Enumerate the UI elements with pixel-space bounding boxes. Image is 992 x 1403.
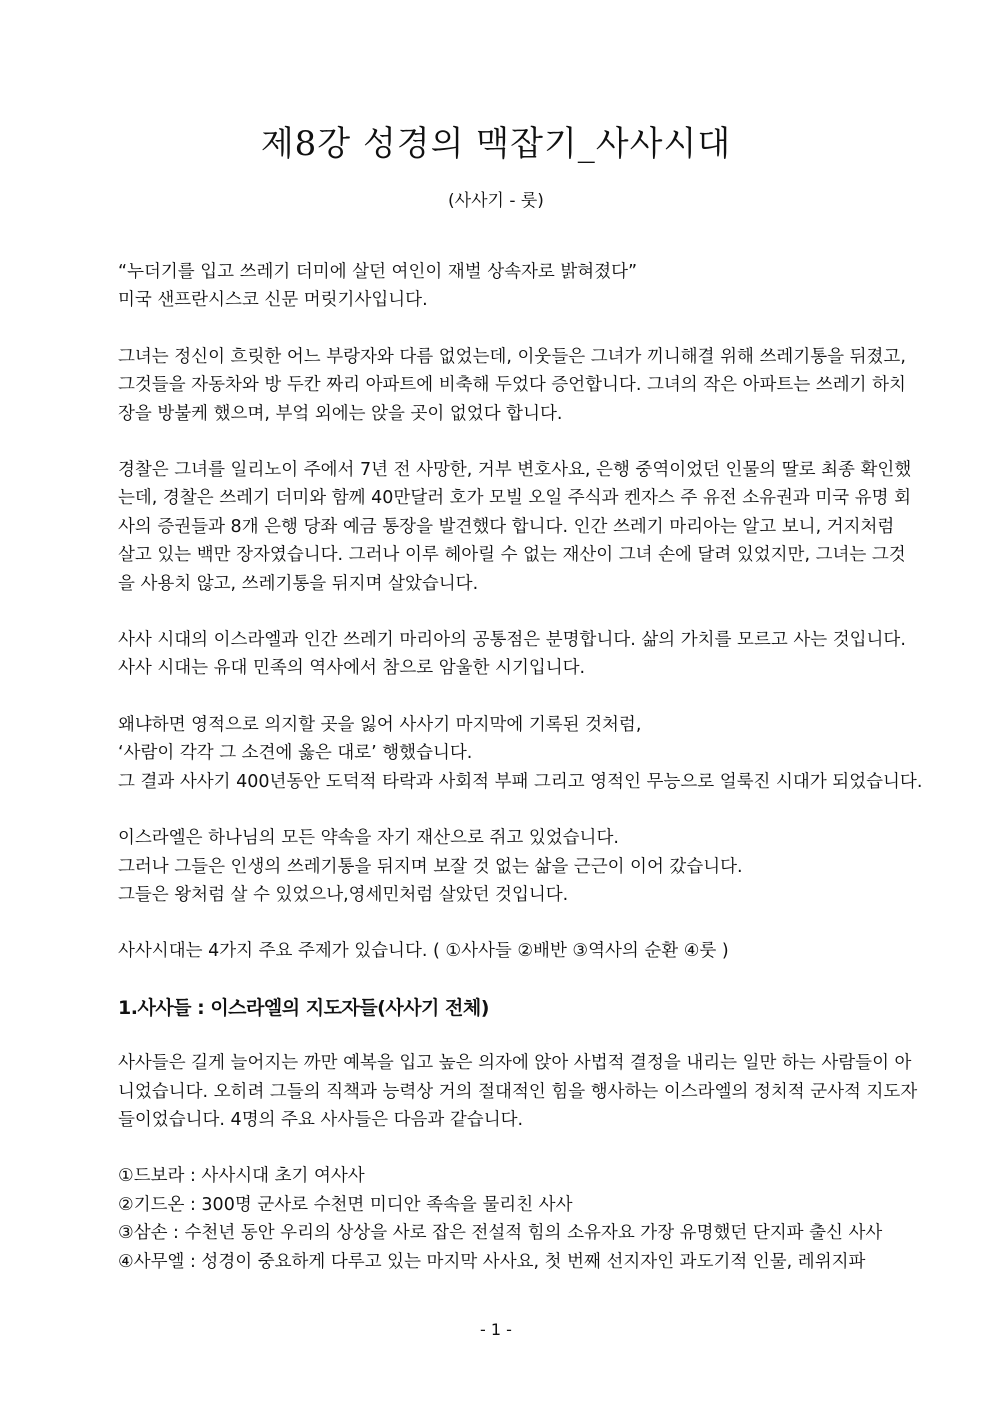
paragraph-line: 그녀는 정신이 흐릿한 어느 부랑자와 다름 없었는데, 이웃들은 그녀가 끼니해결 위해 쓰레기통을 뒤졌고, <box>118 346 906 367</box>
paragraph-reason <box>118 711 923 796</box>
document-title: 제8강 성경의 맥잡기_사사시대 <box>260 124 732 164</box>
paragraph-line: 그 결과 사사기 400년동안 도덕적 타락과 사회적 부패 그리고 영적인 무능으로 얼룩진 시대가 되었습니다. <box>118 771 923 792</box>
page-number: - 1 - <box>480 1320 512 1339</box>
paragraph-line: 장을 방불케 했으며, 부엌 외에는 앉을 곳이 없었다 합니다. <box>118 403 563 424</box>
paragraph-line: 그러나 그들은 인생의 쓰레기통을 뒤지며 보잘 것 없는 삶을 근근이 이어 갔습니다. <box>118 856 743 877</box>
paragraph-line: 경찰은 그녀를 일리노이 주에서 7년 전 사망한, 거부 변호사요, 은행 중역이었던 인물의 딸로 최종 확인했 <box>118 460 912 481</box>
paragraph-common-point <box>118 626 906 683</box>
paragraph-line: 는데, 경찰은 쓰레기 더미와 함께 40만달러 호가 모빌 오일 주식과 켄자스 주 유전 소유권과 미국 유명 회 <box>118 488 912 509</box>
paragraph-line: 그것들을 자동차와 방 두칸 짜리 아파트에 비축해 두었다 증언합니다. 그녀의 작은 아파트는 쓰레기 하치 <box>118 375 906 396</box>
paragraph-judges-description <box>118 1049 918 1134</box>
paragraph-line: 미국 샌프란시스코 신문 머릿기사입니다. <box>118 290 428 311</box>
paragraph-headline-quote <box>118 258 874 315</box>
list-item: ③삼손 : 수천년 동안 우리의 상상을 사로 잡은 전설적 힘의 소유자요 가장 유명했던 단지파 출신 사사 <box>118 1223 883 1244</box>
list-item: ①드보라 : 사사시대 초기 여사사 <box>118 1166 365 1187</box>
paragraph-line: ‘사람이 각각 그 소견에 옳은 대로’ 행했습니다. <box>118 743 473 764</box>
paragraph-line: 살고 있는 백만 장자였습니다. 그러나 이루 헤아릴 수 없는 재산이 그녀 손에 달려 있었지만, 그녀는 그것 <box>118 545 906 566</box>
paragraph-police-findings <box>118 456 912 598</box>
list-item: ②기드온 : 300명 군사로 수천면 미디안 족속을 물리친 사사 <box>118 1194 573 1215</box>
paragraph-woman-description <box>118 343 906 428</box>
document-subtitle: (사사기 - 룻) <box>448 191 544 211</box>
section-heading: 1.사사들 : 이스라엘의 지도자들(사사기 전체) <box>118 996 489 1019</box>
paragraph-line: 사사 시대는 유대 민족의 역사에서 참으로 암울한 시기입니다. <box>118 658 586 679</box>
paragraph-line: 사사 시대의 이스라엘과 인간 쓰레기 마리아의 공통점은 분명합니다. 삶의 가치를 모르고 사는 것입니다. <box>118 630 906 651</box>
paragraph-line: 왜냐하면 영적으로 의지할 곳을 잃어 사사기 마지막에 기록된 것처럼, <box>118 714 642 735</box>
list-item: ④사무엘 : 성경이 중요하게 다루고 있는 마지막 사사요, 첫 번째 선지자인 과도기적 인물, 레위지파 <box>118 1251 866 1272</box>
paragraph-line: 그들은 왕처럼 살 수 있었으나,영세민처럼 살았던 것입니다. <box>118 884 569 905</box>
document-body <box>118 258 923 1304</box>
paragraph-line: 들이었습니다. 4명의 주요 사사들은 다음과 같습니다. <box>118 1109 524 1130</box>
paragraph-line: 사의 증권들과 8개 은행 당좌 예금 통장을 발견했다 합니다. 인간 쓰레기 마리아는 알고 보니, 거지처럼 <box>118 516 895 537</box>
paragraph-line: 사사시대는 4가지 주요 주제가 있습니다. ( ①사사들 ②배반 ③역사의 순환 ④룻 ) <box>118 941 729 962</box>
paragraph-line: “누더기를 입고 쓰레기 더미에 살던 여인이 재벌 상속자로 밝혀졌다” <box>118 262 638 282</box>
paragraph-israel-promise <box>118 824 874 909</box>
judges-list <box>118 1162 883 1276</box>
paragraph-line: 을 사용치 않고, 쓰레기통을 뒤지며 살았습니다. <box>118 573 479 594</box>
paragraph-four-themes <box>118 937 874 965</box>
paragraph-line: 니었습니다. 오히려 그들의 직책과 능력상 거의 절대적인 힘을 행사하는 이스라엘의 정치적 군사적 지도자 <box>118 1081 918 1102</box>
paragraph-line: 이스라엘은 하나님의 모든 약속을 자기 재산으로 쥐고 있었습니다. <box>118 828 619 849</box>
paragraph-line: 사사들은 길게 늘어지는 까만 예복을 입고 높은 의자에 앉아 사법적 결정을 내리는 일만 하는 사람들이 아 <box>118 1053 912 1074</box>
